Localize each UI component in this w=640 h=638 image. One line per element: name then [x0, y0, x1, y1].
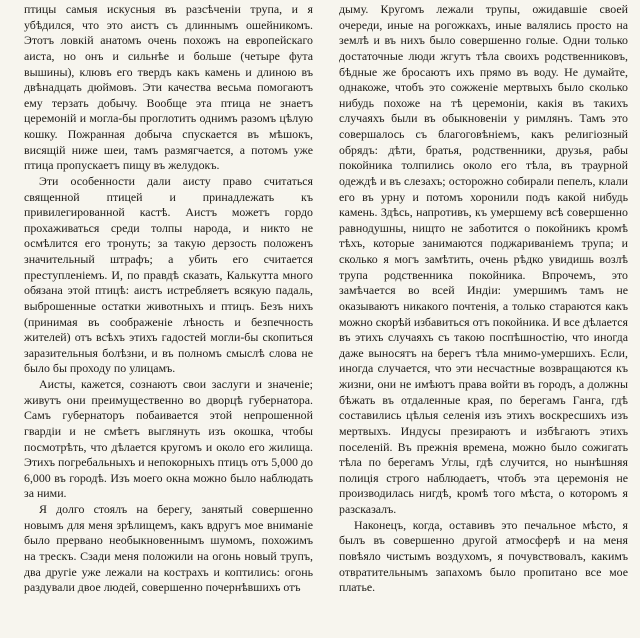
paragraph: птицы самыя искусныя въ разсѣченіи трупа, и я убѣдился, что это аистъ съ длиннымъ ошейникомъ. Этотъ ловкій анатомъ очень похожъ на европейскаго аиста, но онъ и сильнѣе и больше (четыре фута вышины), клювъ его твердъ какъ камень и длиною въ двѣнадцать дюймовъ. Эти качества весьма помогаютъ ему терзать добычу. Вообще эта птица не знаетъ церемоній и могла-бы проглотить однимъ разомъ цѣлую кошку. Пожранная добыча спускается въ мѣшокъ, висящій ниже шеи, тамъ размягчается, а потомъ уже птица пропускаетъ пищу въ желудокъ.	[24, 2, 313, 173]
paragraph: Наконецъ, когда, оставивъ это печальное мѣсто, я былъ въ совершенно другой атмосферѣ и на меня повѣяло чистымъ воздухомъ, я почувствовалъ, какимъ отвратительнымъ запахомъ было пропитано все мое платье.	[339, 517, 628, 595]
paragraph: дыму. Кругомъ лежали трупы, ожидавшіе своей очереди, иные на рогожкахъ, иные валялись просто на землѣ и въ нихъ было совершенно голые. Одни только достаточные люди жгутъ тѣла своихъ родственниковъ, бѣдные же бросаютъ ихъ прямо въ воду. Не думайте, однакоже, чтобъ это сожженіе мертвыхъ было сколько нибудь похоже на тѣ церемоніи, какія въ такихъ случаяхъ были въ обыкновеніи у римлянъ. Тамъ это совершалось съ благоговѣніемъ, какъ религіозный обрядъ: дѣти, братья, родственники, друзья, рабы покойника толпились около его тѣла, въ траурной одеждѣ и въ слезахъ; осторожно собирали пепелъ, клали его въ урну и потомъ хоронили подъ какой нибудь камень. Здѣсь, напротивъ, къ умершему всѣ совершенно равнодушны, нищто не заботится о покойникъ кромѣ тѣхъ, которые занимаются поджариваніемъ трупа; и сколько я могъ замѣтить, очень рѣдко увидишь возлѣ трупа родственника покойника. Впрочемъ, это замѣчается во всей Индіи: умершимъ тамъ не оказываютъ никакого почтенія, а только стараются какъ можно скорѣй избавиться отъ покойника. И все дѣлается въ этихъ случаяхъ съ такою поспѣшностію, что иногда даже выносятъ на берегъ тѣла мнимо-умершихъ. Если, иногда случается, что эти несчастные возвращаются къ жизни, они не имѣютъ права войти въ городъ, а должны бѣжать въ отдаленные края, по берегамъ Ганга, гдѣ составились цѣлыя селенія изъ этихъ воскресшихъ изъ мертвыхъ. Индусы презираютъ и избѣгаютъ этихъ поселеній. Въ прежнія времена, можно было сожигать тѣла по берегамъ Углы, гдѣ случится, но нынѣшняя полиція строго наблюдаетъ, чтобъ эта церемонія не производилась нигдѣ, кромѣ того мѣста, о которомъ я разсказалъ.	[339, 2, 628, 516]
paragraph: Эти особенности дали аисту право считаться священной птицей и принадлежать къ привилегированной кастѣ. Аистъ можетъ гордо прохаживаться среди толпы народа, и никто не осмѣлится его тронуть; за такую дерзость положенъ значительный штрафъ; а убить его считается преступленіемъ. И, по правдѣ сказать, Калькутта много обязана этой птицѣ: аистъ истребляетъ всякую падаль, выброшенные остатки животныхъ и птицъ. Безъ нихъ (принимая въ соображеніе лѣность и безпечность жителей) отъ всѣхъ этихъ гадостей могли-бы скопиться заразительныя болѣзни, и въ полномъ смыслѣ слова не было бы проходу по улицамъ.	[24, 173, 313, 376]
paragraph: Я долго стоялъ на берегу, занятый совершенно новымъ для меня зрѣлищемъ, какъ вдругъ мое вниманіе было прервано необыкновеннымъ шумомъ, похожимъ на трескъ. Сзади меня положили на огонь новый трупъ, два другіе уже лежали на кострахъ и коптились: огонь раздували двое людей, совершенно почернѣвшихъ отъ	[24, 502, 313, 595]
right-text-column	[339, 2, 628, 638]
paragraph: Аисты, кажется, сознаютъ свои заслуги и значеніе; живутъ они преимущественно во дворцѣ губернатора. Самъ губернаторъ побаивается этой непрошенной гвардіи и не смѣетъ выглянуть изъ окошка, чтобы посмотрѣть, что дѣлается кругомъ и около его жилища. Этихъ погребальныхъ и непокорныхъ птицъ отъ 5,000 до 6,000 въ городѣ. Изъ моего окна можно было наблюдать за ними.	[24, 377, 313, 501]
left-text-column	[24, 2, 313, 638]
